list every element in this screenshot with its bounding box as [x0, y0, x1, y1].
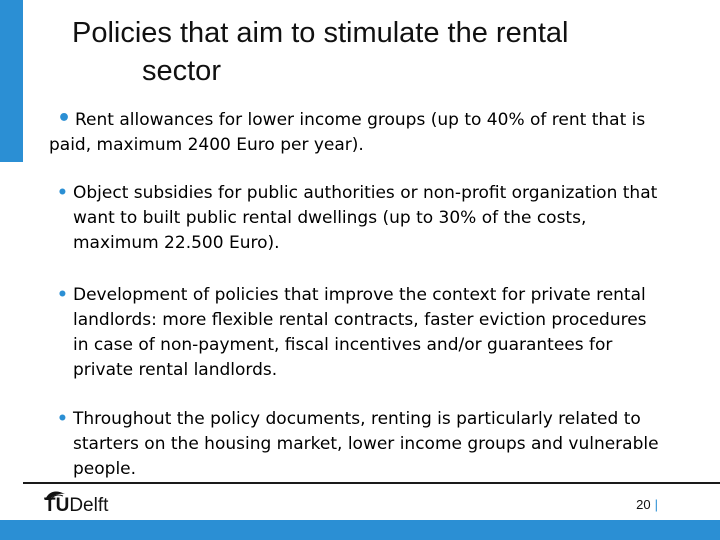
- bullet-dot-icon: •: [57, 285, 68, 305]
- logo-delft: Delft: [69, 495, 109, 516]
- slide-title-line1: Policies that aim to stimulate the rental: [72, 17, 569, 49]
- bullet-item-4: [57, 407, 667, 482]
- bullet-item-1: [49, 106, 667, 158]
- page-separator: |: [654, 497, 658, 512]
- page-number-value: 20: [636, 497, 651, 512]
- bullet-dot-icon: •: [57, 106, 72, 131]
- logo-tu: TU: [44, 495, 70, 516]
- page-number: [636, 497, 658, 512]
- bullet-text-3: Development of policies that improve the context for private rental landlords: more flexible rental contracts, faster eviction procedures in case of non-payment, fiscal incentives and/or guarantees for private rental landlords.: [73, 285, 647, 380]
- slide-title: [72, 14, 692, 90]
- accent-bar: [0, 0, 23, 162]
- bullet-dot-icon: •: [57, 409, 68, 429]
- bullet-text-2: Object subsidies for public authorities or non-profit organization that want to built public rental dwellings (up to 30% of the costs, maximum 22.500 Euro).: [73, 183, 658, 253]
- bottom-accent-bar: [0, 520, 720, 540]
- bullet-item-2: [57, 181, 667, 256]
- slide-title-line2: sector: [142, 55, 221, 87]
- footer-divider: [23, 482, 720, 484]
- bullet-dot-icon: •: [57, 183, 68, 203]
- bullet-item-3: [57, 283, 667, 383]
- bullet-text-1: Rent allowances for lower income groups (up to 40% of rent that is paid, maximum 2400 Euro per year).: [49, 110, 646, 155]
- bullet-text-4: Throughout the policy documents, renting is particularly related to starters on the housing market, lower income groups and vulnerable people.: [73, 409, 659, 479]
- tudelft-logo: [44, 495, 108, 517]
